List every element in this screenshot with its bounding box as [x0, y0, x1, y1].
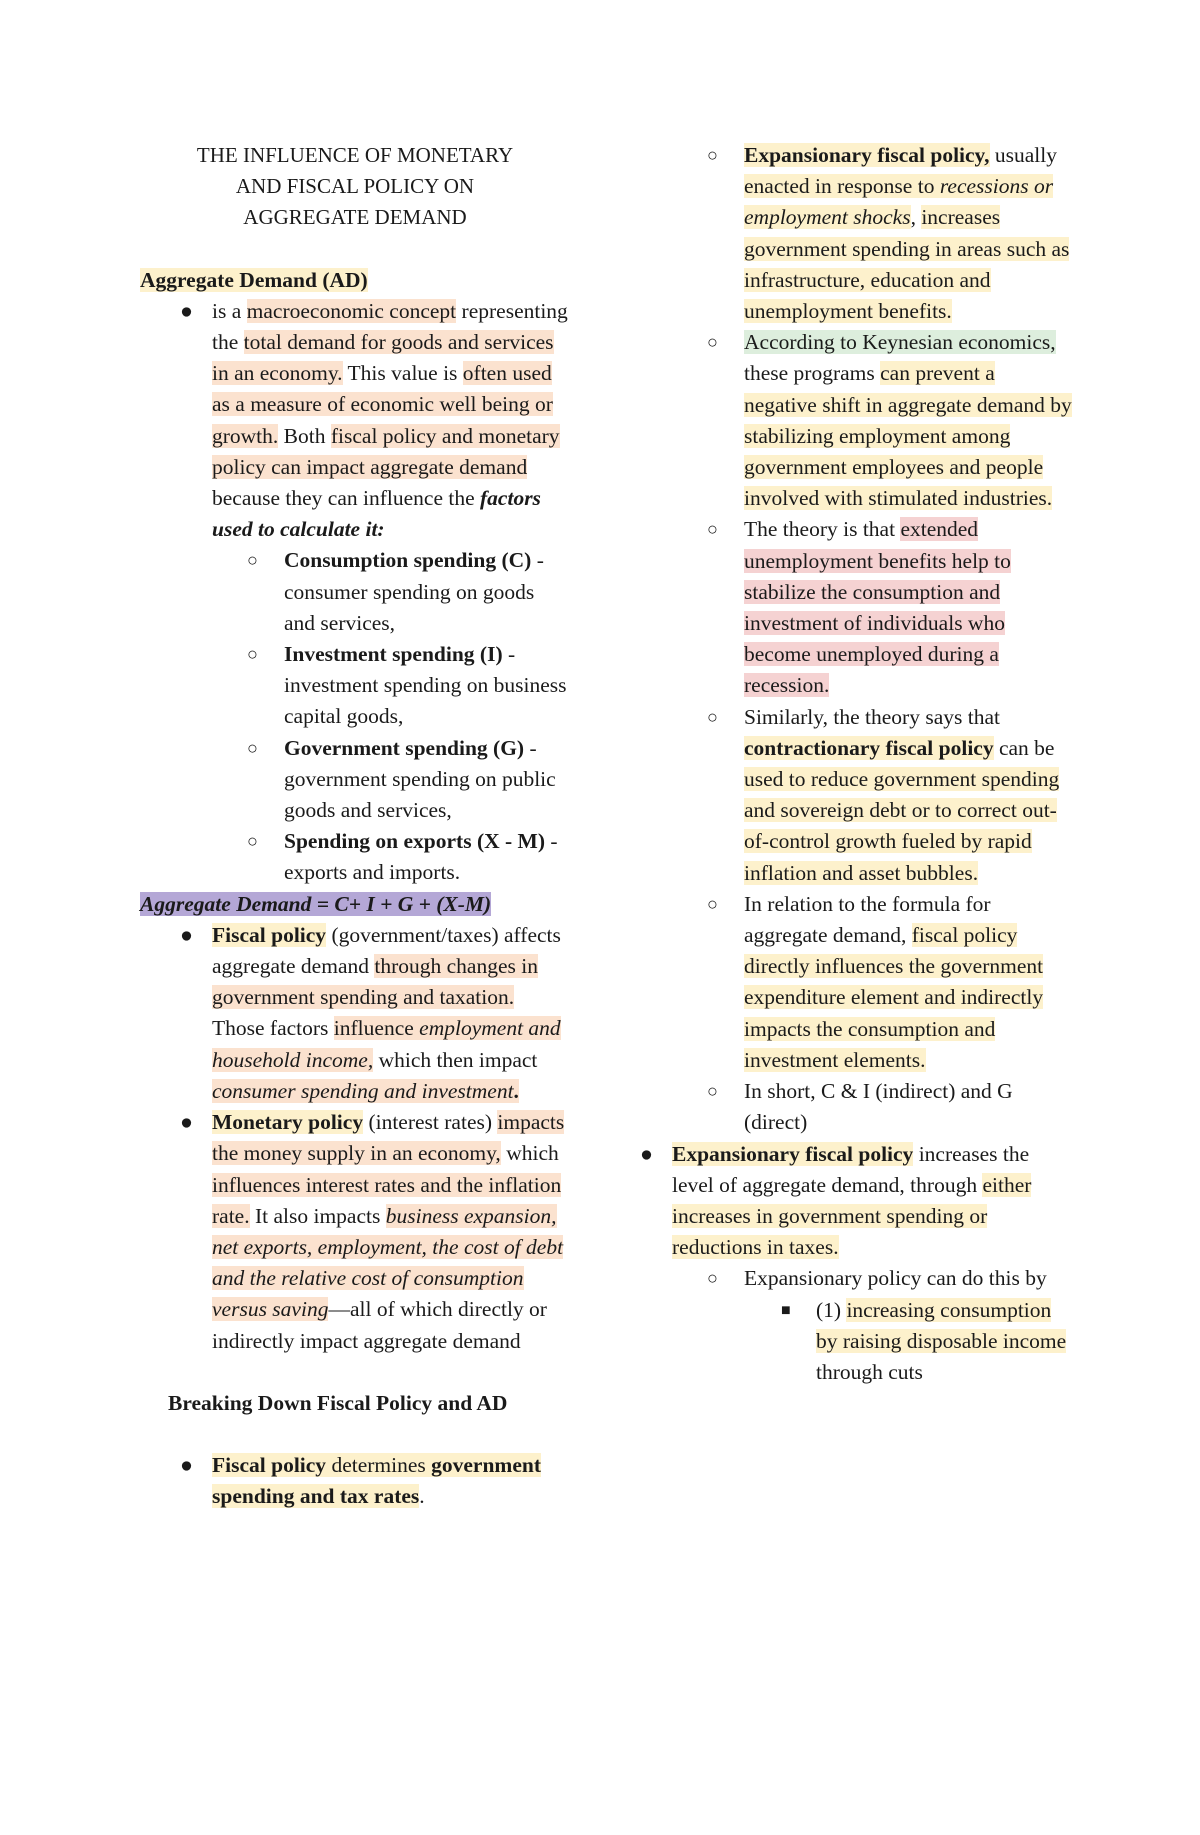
list-item: ○ Spending on exports (X - M) - exports and imports. — [212, 826, 570, 888]
bullet-dot-icon: ● — [180, 298, 193, 323]
left-column — [140, 140, 570, 1512]
bullet-circle-icon: ○ — [707, 145, 718, 165]
list-item: ○ The theory is that extended unemployment benefits help to stabilize the consumption and investment of individuals who become unemployed during a recession. — [672, 514, 1072, 701]
list-item: ○ Expansionary policy can do this by ■ (1) increasing consumption by raising disposable income through cuts — [672, 1263, 1072, 1388]
list-item: ● Monetary policy (interest rates) impacts the money supply in an economy, which influences interest rates and the inflation rate. It also impacts business expansion, net exports, employment, the cost of debt and the relative cost of consumption versus saving—all of which directly or indirectly impact aggregate demand — [140, 1107, 570, 1357]
ad-heading: Aggregate Demand (AD) — [140, 267, 368, 292]
bullet-circle-icon: ○ — [707, 519, 718, 540]
right-sublist — [672, 140, 1072, 1139]
document-title — [140, 140, 570, 234]
list-item: ○ Government spending (G) - government spending on public goods and services, — [212, 733, 570, 827]
expansionary-subsublist — [744, 1295, 1072, 1389]
bullet-circle-icon: ○ — [707, 893, 718, 914]
list-item: ● Fiscal policy (government/taxes) affects aggregate demand through changes in government spending and taxation. Those factors influence employment and household income, which then impact consumer spending and investment. — [140, 920, 570, 1107]
title-line: AGGREGATE DEMAND — [243, 205, 467, 230]
title-line: AND FISCAL POLICY ON — [235, 174, 475, 199]
list-item: ○ Similarly, the theory says that contractionary fiscal policy can be used to reduce government spending and sovereign debt or to correct out-of-control growth fueled by rapid inflation and asset bubbles. — [672, 702, 1072, 889]
bullet-circle-icon: ○ — [707, 1081, 718, 1102]
title-line: THE INFLUENCE OF MONETARY — [196, 143, 514, 167]
list-item: ● Fiscal policy determines government spending and tax rates. — [140, 1450, 570, 1512]
list-item: ○ According to Keynesian economics, these programs can prevent a negative shift in aggregate demand by stabilizing employment among government employees and people involved with stimulated industries. — [672, 327, 1072, 514]
list-item: ○ Investment spending (I) - investment spending on business capital goods, — [212, 639, 570, 733]
breakdown-list — [140, 1450, 570, 1512]
bullet-circle-icon: ○ — [247, 831, 258, 852]
breakdown-heading: Breaking Down Fiscal Policy and AD — [168, 1390, 508, 1415]
bullet-circle-icon: ○ — [707, 1268, 718, 1289]
bullet-circle-icon: ○ — [247, 644, 258, 665]
bullet-dot-icon: ● — [180, 922, 193, 947]
factors-list — [212, 545, 570, 888]
bullet-dot-icon: ● — [640, 1141, 653, 1166]
bullet-circle-icon: ○ — [247, 737, 258, 758]
list-item: ○ In short, C & I (indirect) and G (direct) — [672, 1076, 1072, 1138]
ad-formula: Aggregate Demand = C+ I + G + (X-M) — [140, 891, 492, 916]
list-item: ● Expansionary fiscal policy increases the level of aggregate demand, through either increases in government spending or reductions in taxes. ○ Expansionary policy can do this by ■ (1) increasing consumption by raising disposable income through cuts — [600, 1139, 1072, 1389]
bullet-dot-icon: ● — [180, 1110, 193, 1135]
bullet-square-icon: ■ — [781, 1301, 791, 1319]
list-item: ○ In relation to the formula for aggregate demand, fiscal policy directly influences the government expenditure element and indirectly impacts the consumption and investment elements. — [672, 889, 1072, 1076]
bullet-circle-icon: ○ — [707, 332, 718, 353]
list-item: ○ Consumption spending (C) - consumer spending on goods and services, — [212, 545, 570, 639]
bullet-dot-icon: ● — [180, 1452, 193, 1477]
policy-list — [140, 920, 570, 1357]
list-item: ○ Expansionary fiscal policy, usually enacted in response to recessions or employment shocks, increases government spending in areas such as infrastructure, education and unemployment benefits. — [672, 140, 1072, 327]
list-item: ● is a macroeconomic concept representing the total demand for goods and services in an economy. This value is often used as a measure of economic well being or growth. Both fiscal policy and monetary policy can impact aggregate demand because they can influence the factors used to calculate it: ○ Consumption spending (C) - consumer spending on goods and services, ○ Investment spending (I) - investment spending on business capital goods, ○ Government spending (G) - government spending on public goods and services, ○ Spending on exports (X - M) - exports and imports. — [140, 296, 570, 889]
right-main-list — [600, 1139, 1072, 1389]
bullet-circle-icon: ○ — [707, 706, 718, 727]
list-item: ■ (1) increasing consumption by raising disposable income through cuts — [744, 1295, 1072, 1389]
right-column — [640, 140, 1072, 1388]
expansionary-sublist — [672, 1263, 1072, 1388]
ad-list — [140, 296, 570, 889]
bullet-circle-icon: ○ — [247, 550, 258, 571]
